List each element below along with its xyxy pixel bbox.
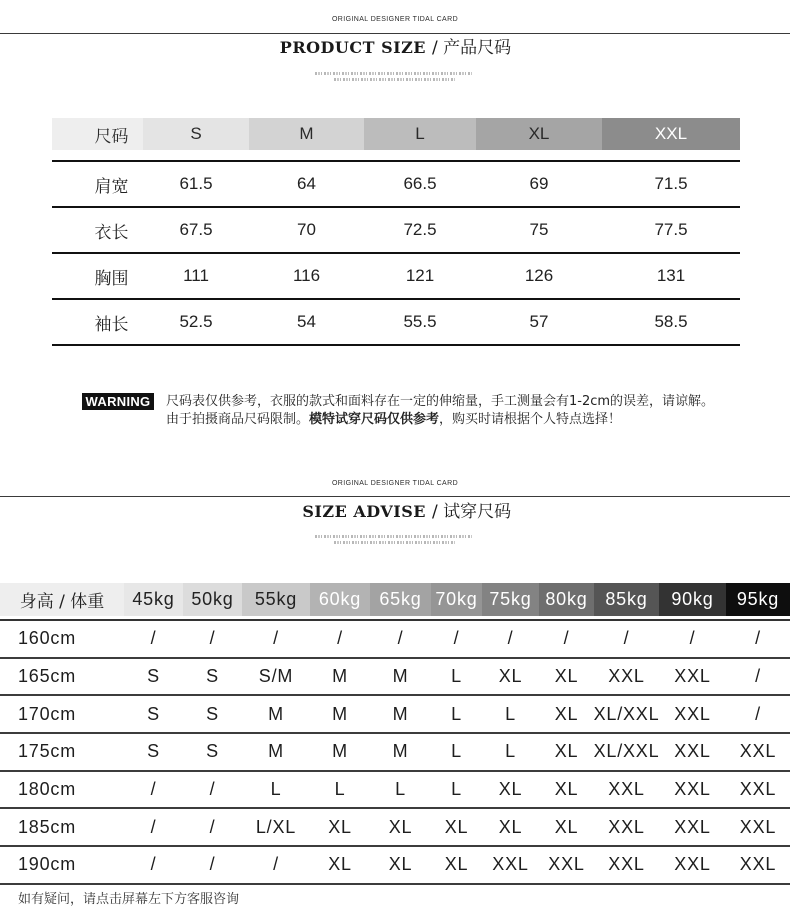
- size-advice-cell: /: [337, 628, 343, 649]
- size-advice-cell: /: [150, 816, 157, 837]
- size-advice-cell: L: [505, 741, 516, 762]
- brand-caption: ORIGINAL DESIGNER TIDAL CARD: [331, 480, 459, 487]
- size-advice-cell: S/M: [258, 666, 294, 687]
- section-title-cn: / 试穿尺码: [432, 502, 512, 522]
- weight-header: 85kg: [594, 583, 659, 616]
- size-advice-cell: XXL: [608, 816, 645, 837]
- height-row: [0, 847, 790, 885]
- size-advice-cell: XXL: [674, 779, 711, 800]
- size-advice-cell: XXL: [674, 666, 711, 687]
- size-advice-cell: L: [505, 703, 516, 724]
- advise-header-corner: 身高 / 体重: [0, 583, 124, 616]
- size-advice-cell: /: [507, 628, 514, 649]
- warning-line-1: 尺码表仅供参考，衣服的款式和面料存在一定的伸缩量，手工测量会有1-2cm的误差，请谅解。: [166, 394, 715, 409]
- tagline-decoration: [334, 541, 455, 544]
- size-advice-cell: L: [395, 779, 406, 800]
- weight-header: 60kg: [310, 583, 370, 616]
- size-advice-cell: /: [689, 628, 696, 649]
- height-label: 165cm: [18, 666, 77, 687]
- size-advice-cell: M: [332, 703, 348, 724]
- measurement-label: 衣长: [94, 222, 129, 243]
- size-advice-cell: M: [268, 703, 284, 724]
- size-advice-cell: XL: [554, 703, 579, 724]
- size-advice-cell: XXL: [674, 854, 711, 875]
- size-advice-cell: XXL: [674, 703, 711, 724]
- size-advice-cell: XXL: [739, 854, 777, 875]
- measurement-row: [52, 254, 740, 300]
- measurement-row: [52, 162, 740, 208]
- measurement-value: 67.5: [179, 220, 213, 239]
- weight-header: 55kg: [242, 583, 310, 616]
- weight-header: 95kg: [726, 583, 790, 616]
- size-advice-cell: XL: [388, 854, 413, 875]
- size-advice-cell: S: [147, 741, 160, 762]
- size-advice-cell: /: [755, 666, 761, 687]
- size-advice-cell: S: [206, 666, 219, 687]
- size-table-header: [52, 118, 740, 150]
- warning-line-2-emphasis: 模特试穿尺码仅供参考: [309, 412, 440, 427]
- size-advice-cell: /: [453, 628, 460, 649]
- size-table-body: [52, 160, 740, 346]
- measurement-label: 胸围: [94, 268, 129, 289]
- warning-line-2-start: 由于拍摄商品尺码限制。: [166, 412, 310, 427]
- warning-badge: WARNING: [82, 393, 154, 410]
- measurement-value: 116: [292, 266, 321, 285]
- size-advice-cell: XL: [498, 779, 523, 800]
- size-advice-cell: /: [209, 816, 216, 837]
- height-row: [0, 734, 790, 772]
- warning-line-2: [166, 411, 621, 428]
- size-advice-cell: L: [451, 741, 462, 762]
- size-advice-cell: XL/XXL: [593, 703, 660, 724]
- size-table: [52, 118, 740, 346]
- size-advice-cell: XL: [444, 854, 469, 875]
- tagline-decoration: [315, 72, 472, 75]
- weight-header: 75kg: [482, 583, 539, 616]
- size-advice-cell: XL/XXL: [593, 741, 660, 762]
- size-header-s: S: [143, 118, 249, 150]
- section-title: [0, 502, 790, 522]
- weight-header: 90kg: [659, 583, 726, 616]
- size-advice-cell: L/XL: [255, 816, 297, 837]
- size-advice-cell: XXL: [548, 854, 585, 875]
- measurement-value: 61.5: [179, 174, 213, 193]
- size-header-l: L: [364, 118, 476, 150]
- size-advice-cell: S: [147, 703, 160, 724]
- size-advice-cell: M: [268, 741, 284, 762]
- height-row: [0, 809, 790, 847]
- section-title-en: PRODUCT SIZE: [279, 38, 426, 57]
- size-advice-cell: /: [150, 854, 157, 875]
- measurement-value: 126: [524, 266, 554, 285]
- size-advice-cell: XXL: [739, 741, 777, 762]
- measurement-value: 58.5: [654, 312, 688, 331]
- size-advice-cell: L: [270, 779, 282, 800]
- size-advice-cell: /: [150, 628, 157, 649]
- size-advice-cell: XL: [498, 816, 523, 837]
- weight-header: 65kg: [370, 583, 431, 616]
- size-advice-cell: M: [332, 741, 348, 762]
- size-advice-cell: XXL: [674, 741, 711, 762]
- section-title: [0, 38, 790, 58]
- advise-table-header: [0, 583, 790, 616]
- measurement-value: 57: [529, 312, 549, 331]
- size-advice-cell: /: [209, 628, 216, 649]
- measurement-value: 52.5: [179, 312, 213, 331]
- warning-line-2-end: ，购买时请根据个人特点选择！: [439, 412, 622, 427]
- size-header-xxl: XXL: [602, 118, 740, 150]
- size-advice-cell: /: [623, 628, 630, 649]
- size-advice-cell: L: [451, 779, 462, 800]
- height-row: [0, 772, 790, 810]
- size-advice-cell: XL: [554, 741, 579, 762]
- footer-note: 如有疑问，请点击屏幕左下方客服咨询: [18, 892, 240, 907]
- tagline-decoration: [315, 535, 472, 538]
- section-divider: [0, 33, 790, 34]
- size-advice-cell: XL: [388, 816, 413, 837]
- height-row: [0, 621, 790, 659]
- measurement-value: 72.5: [403, 220, 437, 239]
- measurement-value: 66.5: [403, 174, 437, 193]
- measurement-value: 121: [405, 266, 435, 285]
- size-advice-cell: XXL: [739, 779, 777, 800]
- weight-header: 80kg: [539, 583, 594, 616]
- measurement-value: 55.5: [403, 312, 437, 331]
- size-advice-cell: XL: [444, 816, 469, 837]
- size-advice-cell: XL: [498, 666, 523, 687]
- size-advice-cell: XXL: [608, 854, 645, 875]
- weight-header: 50kg: [183, 583, 242, 616]
- size-advice-cell: L: [334, 779, 346, 800]
- size-advice-cell: /: [755, 628, 761, 649]
- size-advice-cell: XL: [328, 816, 352, 837]
- size-advice-cell: /: [209, 779, 216, 800]
- size-advice-cell: /: [273, 628, 279, 649]
- size-advice-cell: M: [392, 741, 409, 762]
- height-label: 175cm: [18, 741, 77, 762]
- size-advice-cell: /: [755, 703, 761, 724]
- size-advice-cell: XL: [328, 854, 352, 875]
- height-label: 160cm: [18, 628, 77, 649]
- size-advice-cell: M: [332, 666, 348, 687]
- size-advice-cell: S: [147, 666, 160, 687]
- size-advice-cell: /: [209, 854, 216, 875]
- size-advice-cell: S: [206, 741, 219, 762]
- section-divider: [0, 496, 790, 497]
- size-advice-cell: XL: [554, 779, 579, 800]
- measurement-value: 75: [529, 220, 549, 239]
- size-advice-cell: M: [392, 666, 409, 687]
- size-advice-cell: /: [397, 628, 404, 649]
- measurement-value: 77.5: [654, 220, 688, 239]
- brand-caption: ORIGINAL DESIGNER TIDAL CARD: [331, 16, 459, 23]
- size-advice-cell: L: [451, 703, 462, 724]
- size-advice-cell: L: [451, 666, 462, 687]
- measurement-value: 70: [297, 220, 316, 239]
- height-row: [0, 659, 790, 697]
- size-advice-cell: XL: [554, 666, 579, 687]
- weight-header: 45kg: [124, 583, 183, 616]
- measurement-label: 袖长: [94, 314, 129, 335]
- advise-table-body: [0, 619, 790, 885]
- size-header-corner: 尺码: [52, 118, 143, 150]
- measurement-value: 54: [297, 312, 316, 331]
- size-header-xl: XL: [476, 118, 602, 150]
- size-advice-cell: XXL: [739, 816, 777, 837]
- size-advice-cell: XXL: [492, 854, 529, 875]
- size-advice-cell: /: [273, 854, 279, 875]
- size-advice-cell: M: [392, 703, 409, 724]
- measurement-label: 肩宽: [94, 176, 129, 197]
- measurement-value: 131: [656, 266, 686, 285]
- size-advice-cell: XXL: [674, 816, 711, 837]
- size-advice-cell: /: [150, 779, 157, 800]
- size-header-m: M: [249, 118, 364, 150]
- section-title-en: SIZE ADVISE: [302, 502, 426, 521]
- measurement-value: 111: [183, 266, 209, 285]
- measurement-value: 71.5: [654, 174, 688, 193]
- height-label: 170cm: [18, 703, 77, 724]
- height-label: 190cm: [18, 854, 77, 875]
- size-advice-cell: XL: [554, 816, 579, 837]
- size-advice-cell: /: [563, 628, 570, 649]
- tagline-decoration: [334, 78, 455, 81]
- height-row: [0, 696, 790, 734]
- weight-header: 70kg: [431, 583, 482, 616]
- height-label: 185cm: [18, 816, 77, 837]
- measurement-row: [52, 208, 740, 254]
- size-advice-cell: S: [206, 703, 219, 724]
- size-advice-cell: XXL: [608, 666, 645, 687]
- measurement-value: 69: [529, 174, 549, 193]
- height-label: 180cm: [18, 779, 77, 800]
- section-title-cn: / 产品尺码: [432, 38, 512, 58]
- measurement-row: [52, 300, 740, 346]
- size-advice-cell: XXL: [608, 779, 645, 800]
- measurement-value: 64: [297, 174, 316, 193]
